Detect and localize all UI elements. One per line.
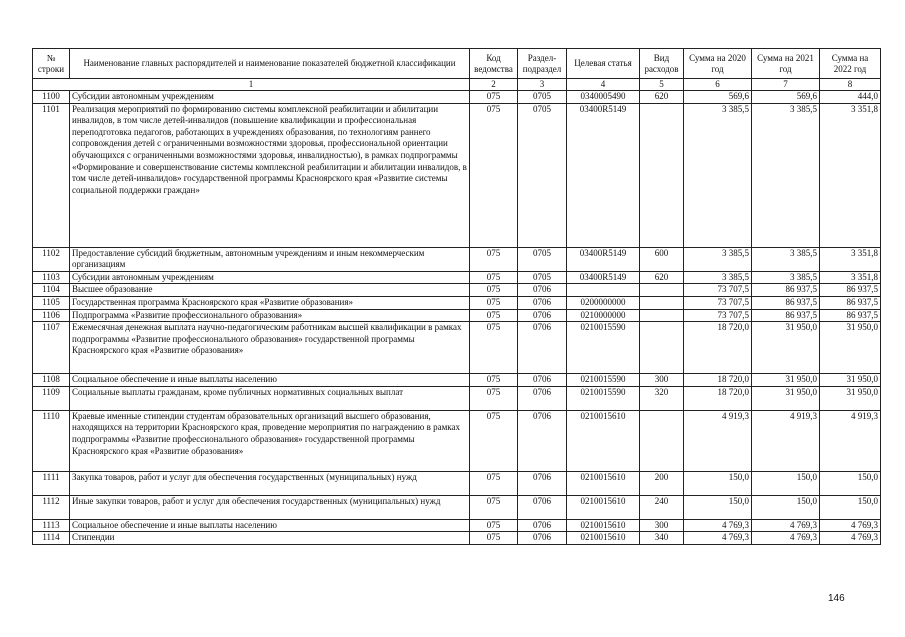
dept-code: 075 <box>470 322 518 374</box>
sum-2021: 150,0 <box>752 471 820 495</box>
section-code: 0705 <box>518 103 567 247</box>
row-number: 1107 <box>33 322 70 374</box>
sum-2020: 18 720,0 <box>684 374 752 387</box>
sum-2021: 86 937,5 <box>752 284 820 297</box>
row-name: Краевые именные стипендии студентам образовательных организаций высшего образования, находящихся на территории Красноярского края, проведение мероприятия по награждению в рамках подпрограммы «Развитие профессионального образования» государственной программы Красноярского края «Развитие образования» <box>70 410 470 471</box>
column-number: 3 <box>518 79 567 91</box>
sum-2022: 3 351,8 <box>820 103 881 247</box>
table-row <box>33 103 881 247</box>
row-name: Стипендии <box>70 532 470 545</box>
header-expense-type: Вид расходов <box>640 49 684 79</box>
sum-2020: 18 720,0 <box>684 386 752 410</box>
page-number: 146 <box>828 593 845 604</box>
table-row <box>33 374 881 387</box>
column-number: 2 <box>470 79 518 91</box>
sum-2021: 31 950,0 <box>752 322 820 374</box>
header-dept-code: Код ведомства <box>470 49 518 79</box>
target-article: 0340005490 <box>567 91 640 104</box>
table-row <box>33 386 881 410</box>
header-name: Наименование главных распорядителей и наименование показателей бюджетной классификации <box>70 49 470 79</box>
dept-code: 075 <box>470 103 518 247</box>
row-number: 1113 <box>33 519 70 532</box>
target-article: 0200000000 <box>567 296 640 309</box>
column-number: 1 <box>33 79 470 91</box>
section-code: 0706 <box>518 386 567 410</box>
section-code: 0706 <box>518 519 567 532</box>
sum-2020: 73 707,5 <box>684 309 752 322</box>
expense-type: 340 <box>640 532 684 545</box>
sum-2022: 86 937,5 <box>820 309 881 322</box>
dept-code: 075 <box>470 374 518 387</box>
sum-2022: 31 950,0 <box>820 374 881 387</box>
dept-code: 075 <box>470 271 518 284</box>
column-number: 8 <box>820 79 881 91</box>
table-row <box>33 322 881 374</box>
row-number: 1105 <box>33 296 70 309</box>
row-name: Реализация мероприятий по формированию системы комплексной реабилитации и абилитации инвалидов, в том числе детей-инвалидов (повышение квалификации и профессиональная переподготовка педагогов, работающих в учреждениях образования, по технологиям раннего сопровождения детей с ограниченными возможностями здоровья, профессиональной ориентации обучающихся с ограниченными возможностями здоровья, инвалидностью), в рамках подпрограммы «Формирование и совершенствование системы комплексной реабилитации и абилитации инвалидов, в том числе детей-инвалидов» государственной программы Красноярского края «Развитие системы социальной поддержки граждан» <box>70 103 470 247</box>
sum-2022: 4 769,3 <box>820 519 881 532</box>
sum-2020: 3 385,5 <box>684 103 752 247</box>
sum-2022: 150,0 <box>820 495 881 519</box>
target-article: 03400R5149 <box>567 271 640 284</box>
section-code: 0706 <box>518 495 567 519</box>
expense-type <box>640 410 684 471</box>
row-name: Высшее образование <box>70 284 470 297</box>
row-name: Социальное обеспечение и иные выплаты населению <box>70 519 470 532</box>
header-row <box>33 49 881 79</box>
sum-2022: 444,0 <box>820 91 881 104</box>
sum-2022: 4 769,3 <box>820 532 881 545</box>
section-code: 0706 <box>518 309 567 322</box>
row-number: 1103 <box>33 271 70 284</box>
sum-2020: 150,0 <box>684 495 752 519</box>
column-number: 4 <box>567 79 640 91</box>
section-code: 0705 <box>518 91 567 104</box>
section-code: 0706 <box>518 471 567 495</box>
sum-2021: 31 950,0 <box>752 386 820 410</box>
row-name: Закупка товаров, работ и услуг для обеспечения государственных (муниципальных) нужд <box>70 471 470 495</box>
row-number: 1100 <box>33 91 70 104</box>
header-sum-2021: Сумма на 2021 год <box>752 49 820 79</box>
expense-type: 620 <box>640 91 684 104</box>
table-row <box>33 91 881 104</box>
expense-type: 300 <box>640 374 684 387</box>
sum-2021: 86 937,5 <box>752 296 820 309</box>
header-row-no: № строки <box>33 49 70 79</box>
table-row <box>33 410 881 471</box>
sum-2020: 4 769,3 <box>684 532 752 545</box>
row-number: 1112 <box>33 495 70 519</box>
section-code: 0706 <box>518 410 567 471</box>
sum-2020: 150,0 <box>684 471 752 495</box>
target-article: 0210015610 <box>567 519 640 532</box>
target-article: 0210015610 <box>567 410 640 471</box>
target-article: 0210015610 <box>567 495 640 519</box>
target-article <box>567 284 640 297</box>
column-number-row <box>33 79 881 91</box>
section-code: 0706 <box>518 284 567 297</box>
table-row <box>33 309 881 322</box>
target-article: 03400R5149 <box>567 103 640 247</box>
dept-code: 075 <box>470 471 518 495</box>
sum-2021: 150,0 <box>752 495 820 519</box>
section-code: 0706 <box>518 374 567 387</box>
sum-2021: 4 769,3 <box>752 519 820 532</box>
sum-2021: 31 950,0 <box>752 374 820 387</box>
sum-2022: 3 351,8 <box>820 271 881 284</box>
section-code: 0706 <box>518 322 567 374</box>
row-number: 1102 <box>33 247 70 271</box>
expense-type <box>640 309 684 322</box>
sum-2022: 31 950,0 <box>820 322 881 374</box>
column-number: 5 <box>640 79 684 91</box>
table-row <box>33 495 881 519</box>
dept-code: 075 <box>470 91 518 104</box>
sum-2022: 86 937,5 <box>820 284 881 297</box>
row-name: Субсидии автономным учреждениям <box>70 91 470 104</box>
target-article: 0210015590 <box>567 386 640 410</box>
header-section: Раздел-подраздел <box>518 49 567 79</box>
table-row <box>33 284 881 297</box>
expense-type <box>640 296 684 309</box>
row-number: 1114 <box>33 532 70 545</box>
expense-type: 300 <box>640 519 684 532</box>
sum-2020: 18 720,0 <box>684 322 752 374</box>
dept-code: 075 <box>470 410 518 471</box>
table-row <box>33 471 881 495</box>
sum-2021: 4 769,3 <box>752 532 820 545</box>
dept-code: 075 <box>470 247 518 271</box>
dept-code: 075 <box>470 284 518 297</box>
sum-2021: 3 385,5 <box>752 247 820 271</box>
target-article: 0210015610 <box>567 471 640 495</box>
row-name: Субсидии автономным учреждениям <box>70 271 470 284</box>
sum-2020: 73 707,5 <box>684 284 752 297</box>
budget-table <box>32 48 881 545</box>
dept-code: 075 <box>470 532 518 545</box>
expense-type: 600 <box>640 247 684 271</box>
table-row <box>33 519 881 532</box>
section-code: 0705 <box>518 271 567 284</box>
section-code: 0706 <box>518 532 567 545</box>
row-number: 1106 <box>33 309 70 322</box>
expense-type: 240 <box>640 495 684 519</box>
expense-type: 200 <box>640 471 684 495</box>
target-article: 0210015590 <box>567 322 640 374</box>
dept-code: 075 <box>470 309 518 322</box>
row-name: Иные закупки товаров, работ и услуг для обеспечения государственных (муниципальных) нужд <box>70 495 470 519</box>
table-row <box>33 532 881 545</box>
row-name: Ежемесячная денежная выплата научно-педагогическим работникам высшей квалификации в рамках подпрограммы «Развитие профессионального образования» государственной программы Красноярского края «Развитие образования» <box>70 322 470 374</box>
sum-2020: 4 769,3 <box>684 519 752 532</box>
sum-2020: 3 385,5 <box>684 271 752 284</box>
row-name: Государственная программа Красноярского края «Развитие образования» <box>70 296 470 309</box>
header-target-article: Целевая статья <box>567 49 640 79</box>
dept-code: 075 <box>470 495 518 519</box>
row-name: Социальное обеспечение и иные выплаты населению <box>70 374 470 387</box>
table-row <box>33 247 881 271</box>
header-sum-2020: Сумма на 2020 год <box>684 49 752 79</box>
column-number: 7 <box>752 79 820 91</box>
row-number: 1108 <box>33 374 70 387</box>
section-code: 0705 <box>518 247 567 271</box>
sum-2020: 569,6 <box>684 91 752 104</box>
header-sum-2022: Сумма на 2022 год <box>820 49 881 79</box>
sum-2021: 3 385,5 <box>752 103 820 247</box>
expense-type <box>640 284 684 297</box>
table-row <box>33 296 881 309</box>
row-number: 1111 <box>33 471 70 495</box>
dept-code: 075 <box>470 296 518 309</box>
sum-2022: 86 937,5 <box>820 296 881 309</box>
column-number: 6 <box>684 79 752 91</box>
target-article: 0210000000 <box>567 309 640 322</box>
target-article: 03400R5149 <box>567 247 640 271</box>
expense-type: 620 <box>640 271 684 284</box>
row-number: 1104 <box>33 284 70 297</box>
expense-type: 320 <box>640 386 684 410</box>
sum-2022: 150,0 <box>820 471 881 495</box>
row-number: 1110 <box>33 410 70 471</box>
dept-code: 075 <box>470 519 518 532</box>
sum-2022: 31 950,0 <box>820 386 881 410</box>
dept-code: 075 <box>470 386 518 410</box>
expense-type <box>640 322 684 374</box>
row-name: Предоставление субсидий бюджетным, автономным учреждениям и иным некоммерческим организациям <box>70 247 470 271</box>
expense-type <box>640 103 684 247</box>
sum-2020: 73 707,5 <box>684 296 752 309</box>
target-article: 0210015590 <box>567 374 640 387</box>
table-row <box>33 271 881 284</box>
target-article: 0210015610 <box>567 532 640 545</box>
sum-2022: 4 919,3 <box>820 410 881 471</box>
sum-2021: 4 919,3 <box>752 410 820 471</box>
row-name: Подпрограмма «Развитие профессионального образования» <box>70 309 470 322</box>
row-number: 1101 <box>33 103 70 247</box>
sum-2021: 569,6 <box>752 91 820 104</box>
table-header <box>33 49 881 91</box>
sum-2020: 4 919,3 <box>684 410 752 471</box>
table-body <box>33 91 881 545</box>
sum-2022: 3 351,8 <box>820 247 881 271</box>
sum-2021: 3 385,5 <box>752 271 820 284</box>
section-code: 0706 <box>518 296 567 309</box>
sum-2020: 3 385,5 <box>684 247 752 271</box>
row-name: Социальные выплаты гражданам, кроме публичных нормативных социальных выплат <box>70 386 470 410</box>
sum-2021: 86 937,5 <box>752 309 820 322</box>
row-number: 1109 <box>33 386 70 410</box>
